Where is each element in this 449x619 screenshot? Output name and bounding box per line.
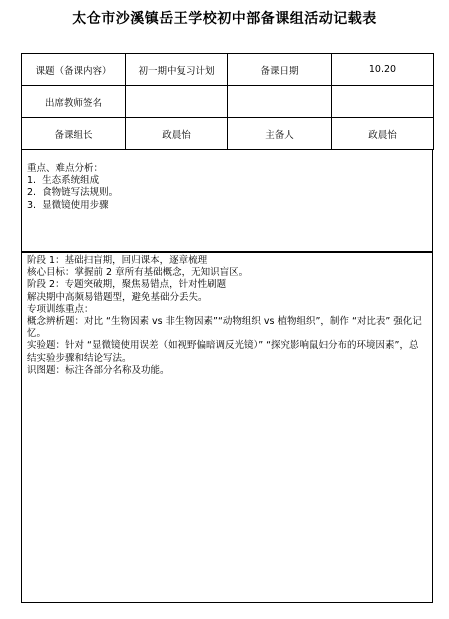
- plan-line: 概念辨析题：对比 “生物因素 vs 非生物因素”“动物组织 vs 植物组织”，制作 “对比表” 强化记忆。: [27, 316, 422, 340]
- date-label: 备课日期: [228, 54, 332, 86]
- topic-value[interactable]: 初一期中复习计划: [126, 54, 228, 86]
- plan-section[interactable]: [21, 252, 433, 603]
- attendance-cell[interactable]: [228, 86, 332, 118]
- group-leader-value[interactable]: 政晨怡: [126, 118, 228, 150]
- table-row: [22, 54, 434, 86]
- group-leader-label: 备课组长: [22, 118, 126, 150]
- attendance-label: 出席教师签名: [22, 86, 126, 118]
- plan-line: 识图题：标注各部分名称及功能。: [27, 364, 170, 376]
- attendance-cell[interactable]: [126, 86, 228, 118]
- plan-line: 专项训练重点：: [27, 303, 94, 315]
- host-label: 主备人: [228, 118, 332, 150]
- table-row: [22, 86, 434, 118]
- plan-line: 阶段 2：专题突破期，聚焦易错点，针对性刷题: [27, 279, 227, 291]
- list-item: 1. 生态系统组成: [27, 175, 100, 187]
- date-value[interactable]: 10.20: [332, 54, 434, 86]
- plan-line: 实验题：针对 “显微镜使用误差（如视野偏暗调反光镜）” “探究影响鼠妇分布的环境因素”，总结实验步骤和结论写法。: [27, 340, 419, 364]
- plan-line: 解决期中高频易错题型，避免基础分丢失。: [27, 291, 208, 303]
- list-item: 2. 食物链写法规则。: [27, 187, 119, 199]
- attendance-cell[interactable]: [332, 86, 434, 118]
- page-title: 太仓市沙溪镇岳王学校初中部备课组活动记载表: [72, 11, 377, 27]
- topic-label: 课题（备课内容）: [22, 54, 126, 86]
- list-item: 3. 显微镜使用步骤: [27, 199, 109, 211]
- analysis-section[interactable]: [21, 149, 433, 252]
- host-value[interactable]: 政晨怡: [332, 118, 434, 150]
- plan-line: 阶段 1：基础扫盲期，回归课本，逐章梳理: [27, 255, 208, 266]
- analysis-heading: 重点、难点分析：: [27, 163, 104, 174]
- record-table: [21, 53, 434, 150]
- table-row: [22, 118, 434, 150]
- plan-line: 核心目标：掌握前 2 章所有基础概念，无知识盲区。: [27, 267, 249, 279]
